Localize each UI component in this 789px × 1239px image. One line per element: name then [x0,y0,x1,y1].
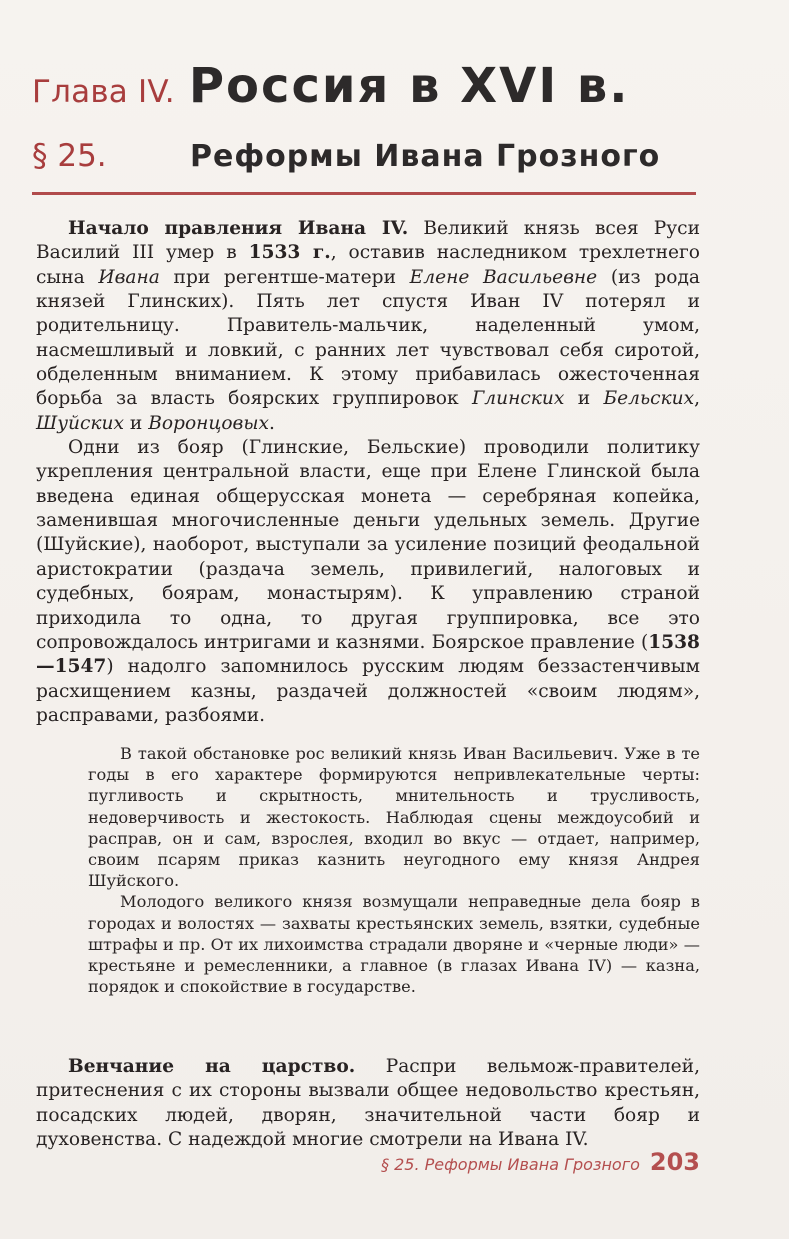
group-belsky: Бельских [603,388,695,410]
section-number: § 25. [32,138,107,174]
text-run: при регентше-матери [159,266,410,288]
subheading-reign-start: Начало правления Ивана IV. [68,218,409,239]
name-elena: Елене Васильевне [409,266,598,288]
text-run: , оставив наследником трехлетнего сына [36,242,700,288]
text-run: ) надолго запомнилось русским людям беззастенчивым расхищением казны, раздачей должностей «своим людям», расправами, разбоями. [36,656,700,726]
header-divider [32,192,696,195]
main-text-continued [36,1055,700,1152]
section-title: Реформы Ивана Грозного [190,139,661,174]
chapter-header [32,58,732,190]
paragraph-coronation [36,1055,700,1152]
paragraph-boyar-rule [36,436,700,728]
years-boyar-rule: 1538—1547 [36,631,700,678]
small-paragraph-character: В такой обстановке рос великий князь Иван Васильевич. Уже в те годы в его характере формируются непривлекательные черты: пугливость и скрытность, мнительность и трусливость, недоверчивость и жестокость. Наблюдая сцены междоусобий и расправ, он и сам, взрослея, входил во вкус — отдает, например, своим псарям приказ казнить неугодного ему князя Андрея Шуйского. [88,744,700,891]
year-1533: 1533 г. [248,242,331,264]
text-run: и [123,412,149,434]
chapter-label: Глава IV. [32,74,175,110]
text-run: и [564,388,604,410]
text-run: (из рода князей Глинских). Пять лет спустя Иван IV потерял и родительницу. Правитель-мальчик, наделенный умом, насмешливый и ловкий, с ранних лет чувствовал себя сиротой, обделенным вниманием. К этому прибавилась ожесточенная борьба за власть боярских группировок [36,266,700,410]
subheading-coronation: Венчание на царство. [68,1056,356,1077]
group-shuisky: Шуйских [36,412,124,434]
name-ivan: Ивана [98,266,160,288]
footer-section-title: § 25. Реформы Ивана Грозного [381,1155,640,1174]
small-print-section [88,743,700,997]
group-glinsky: Глинских [471,388,565,410]
text-run: Одни из бояр (Глинские, Бельские) проводили политику укрепления центральной власти, еще при Елене Глинской была введена единая общерусская монета — серебряная копейка, заменившая многочисленные деньги удельных земель. Другие (Шуйские), наоборот, выступали за усиление позиций феодальной аристократии (раздача земель, привилегий, налоговых и судебных, боярам, монастырям). К управлению страной приходила то одна, то другая группировка, все это сопровождалось интригами и казнями. Боярское правление ( [36,437,700,653]
paragraph-reign-start [36,217,700,436]
text-run: , [694,388,700,410]
small-paragraph-injustice: Молодого великого князя возмущали неправедные дела бояр в городах и волостях — захваты крестьянских земель, взятки, судебные штрафы и пр. От их лихоимства страдали дворяне и «черные люди» — крестьяне и ремесленники, а главное (в глазах Ивана IV) — казна, порядок и спокойствие в государстве. [88,892,700,997]
chapter-title: Россия в XVI в. [188,58,630,114]
main-text [36,217,700,728]
section-heading [32,138,732,190]
text-run: . [269,412,275,434]
page-number: 203 [649,1148,700,1176]
chapter-heading [32,58,732,132]
page-footer [381,1148,700,1176]
text-run: Великий князь всея Руси Василий III умер в [36,218,700,264]
group-vorontsov: Воронцовых [148,412,270,434]
text-run: Распри вельмож-правителей, притеснения с их стороны вызвали общее недовольство крестьян, посадских людей, дворян, значительной части бояр и духовенства. С надеждой многие смотрели на Ивана IV. [36,1056,700,1151]
